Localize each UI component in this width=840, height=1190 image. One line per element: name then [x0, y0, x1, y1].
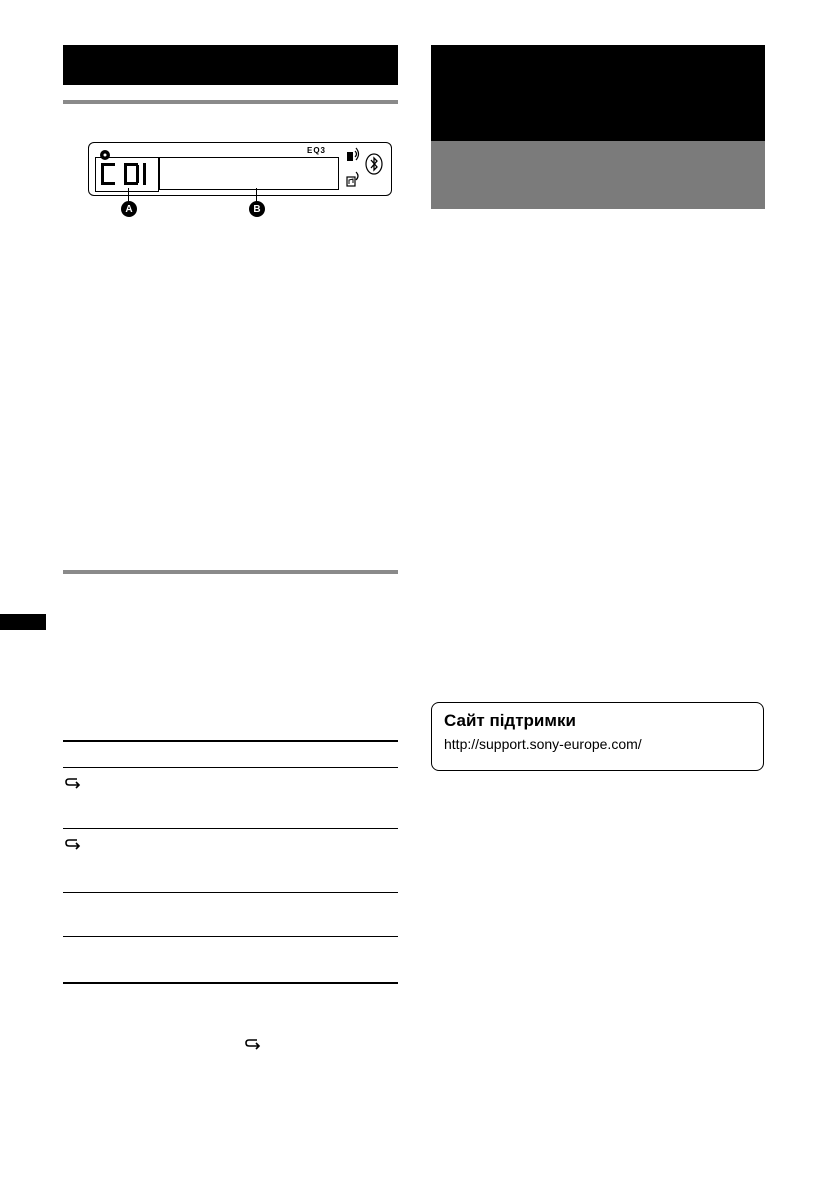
left-section-header: [63, 45, 398, 85]
table-rule-1: [63, 767, 398, 768]
callout-leader-a: [128, 188, 129, 202]
text-display-window: [159, 157, 339, 190]
callout-leader-b: [256, 188, 257, 202]
table-rule-4: [63, 936, 398, 937]
phone-signal-icon: [345, 146, 363, 162]
repeat-icon: [65, 838, 81, 850]
page-side-tab: [0, 614, 46, 630]
repeat-icon: [245, 1038, 261, 1050]
repeat-icon: [65, 777, 81, 789]
source-digit-box: [95, 157, 159, 192]
table-rule-3: [63, 892, 398, 893]
audio-signal-icon: [345, 169, 363, 189]
segment-digits: [98, 160, 154, 188]
right-title-block: [431, 45, 765, 141]
table-rule-2: [63, 828, 398, 829]
support-site-box: [431, 702, 764, 771]
section-rule-2: [63, 570, 398, 574]
support-site-title: Сайт підтримки: [444, 711, 576, 730]
right-subtitle-band: [431, 141, 765, 209]
device-display-illustration: [88, 142, 392, 196]
table-rule-bottom: [63, 982, 398, 984]
callout-b: B: [249, 201, 265, 217]
section-rule-1: [63, 100, 398, 104]
callout-a: A: [121, 201, 137, 217]
support-site-url[interactable]: http://support.sony-europe.com/: [444, 736, 642, 752]
eq-indicator: EQ3: [307, 146, 327, 155]
bluetooth-icon: [365, 153, 383, 175]
table-rule-top: [63, 740, 398, 742]
